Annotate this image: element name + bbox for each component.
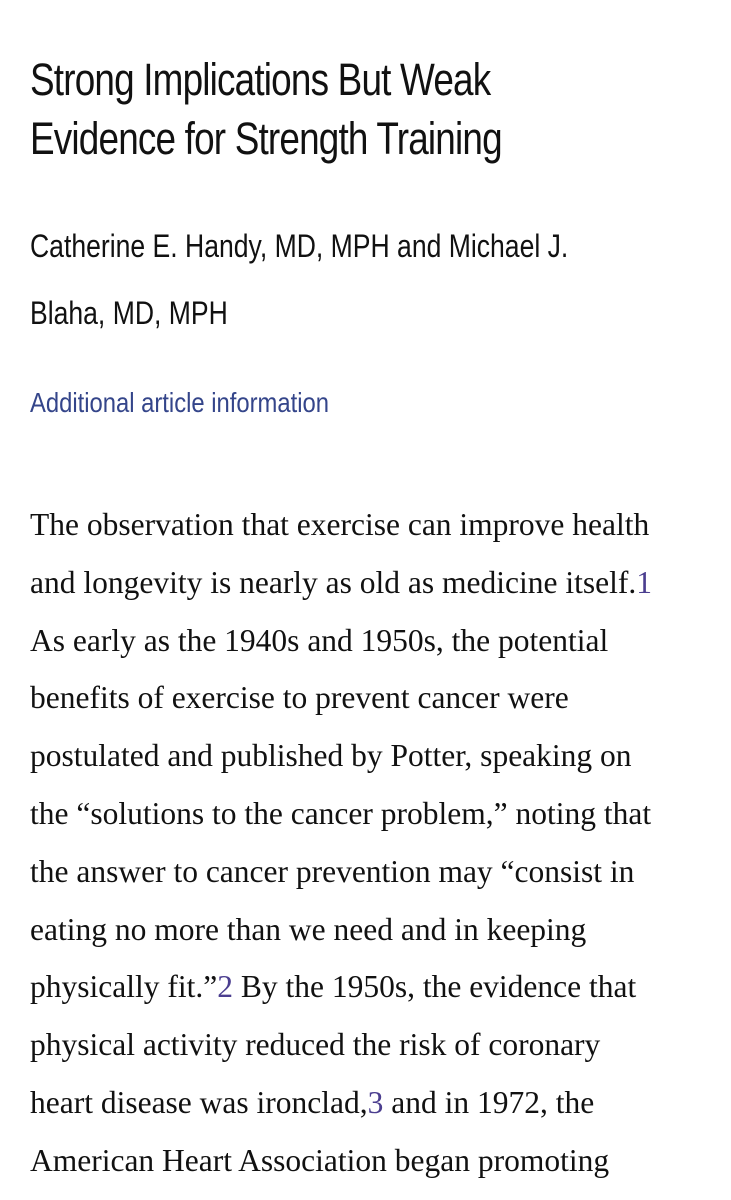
article-body-paragraph: [30, 496, 720, 1190]
article-title-line-1: Strong Implications But Weak: [30, 54, 491, 105]
body-line-12: American Heart Association began promoting: [30, 1142, 610, 1178]
reference-link-1[interactable]: 1: [636, 564, 652, 600]
body-line-9-text-a: physically fit.”: [30, 969, 218, 1005]
article-title-line-2: Evidence for Strength Training: [30, 113, 502, 164]
body-line-2: [30, 554, 720, 612]
reference-link-3[interactable]: 3: [367, 1084, 384, 1120]
authors-line-1: Catherine E. Handy, MD, MPH and Michael J.: [30, 228, 569, 264]
body-line-9: [30, 958, 720, 1016]
body-line-8: eating no more than we need and in keeping: [30, 911, 587, 947]
body-line-4: benefits of exercise to prevent cancer were: [30, 680, 569, 716]
body-line-11-text-b: and in 1972, the: [383, 1084, 595, 1120]
body-line-11: [30, 1074, 720, 1132]
body-line-2-text: and longevity is nearly as old as medicine itself.: [30, 564, 637, 600]
body-line-11-text-a: heart disease was ironclad,: [30, 1084, 368, 1120]
article-title: [30, 50, 720, 168]
body-line-1: The observation that exercise can improve health: [30, 507, 650, 542]
body-line-7: the answer to cancer prevention may “consist in: [30, 853, 635, 889]
body-line-3: As early as the 1940s and 1950s, the potential: [30, 622, 609, 658]
body-line-10: physical activity reduced the risk of coronary: [30, 1027, 601, 1063]
authors-line-2: Blaha, MD, MPH: [30, 295, 228, 331]
body-line-6: the “solutions to the cancer problem,” noting that: [30, 795, 652, 831]
article-authors: [30, 213, 711, 347]
additional-article-info-link[interactable]: Additional article information: [30, 387, 329, 418]
body-line-9-text-b: By the 1950s, the evidence that: [232, 969, 637, 1005]
body-line-5: postulated and published by Potter, speaking on: [30, 738, 632, 774]
reference-link-2[interactable]: 2: [217, 969, 233, 1005]
